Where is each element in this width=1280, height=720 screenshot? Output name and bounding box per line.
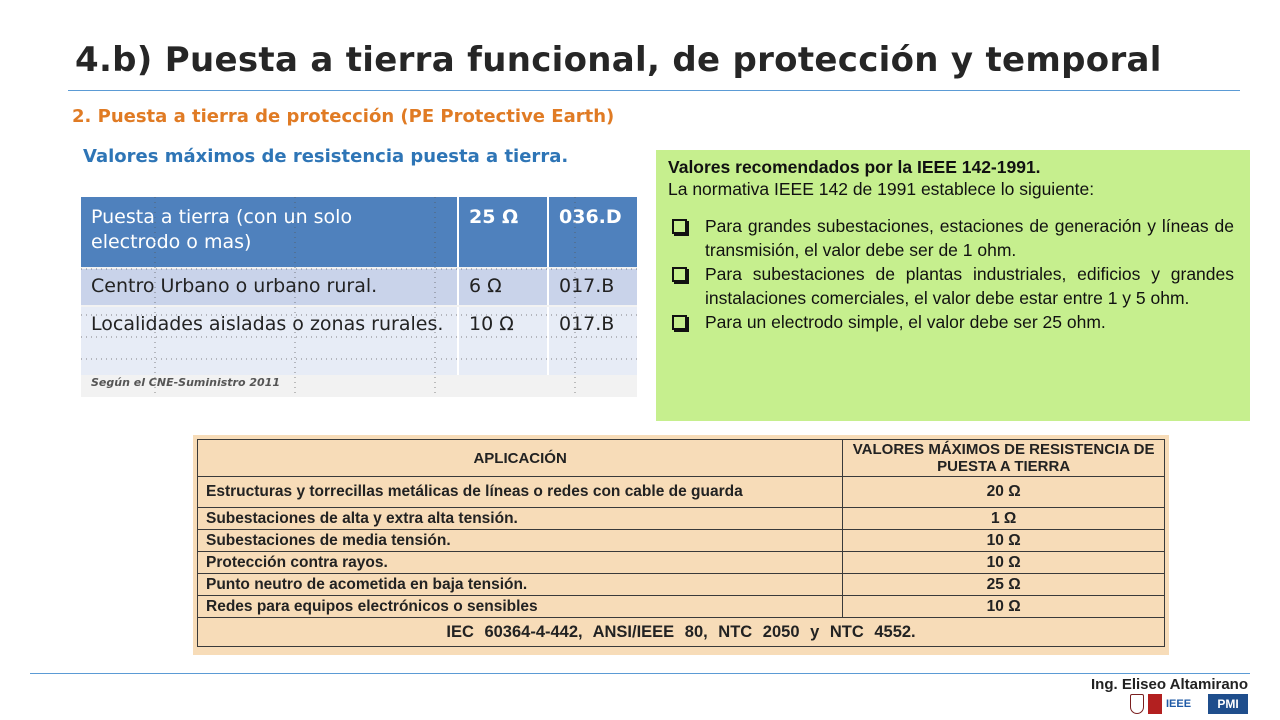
table-row	[198, 508, 1165, 530]
header-application: APLICACIÓN	[198, 440, 843, 477]
title-divider	[68, 90, 1240, 91]
application-cell: Subestaciones de alta y extra alta tensión.	[198, 508, 843, 530]
cne-desc-cell: Localidades aisladas o zonas rurales.	[81, 307, 459, 375]
slide-title: 4.b) Puesta a tierra funcional, de protección y temporal	[75, 40, 1162, 80]
value-cell: 20 Ω	[843, 477, 1165, 508]
section-subtitle: 2. Puesta a tierra de protección (PE Protective Earth)	[72, 106, 615, 127]
cne-code-cell: 017.B	[549, 269, 637, 305]
cne-value-cell: 25 Ω	[459, 197, 549, 267]
cne-table-row	[81, 197, 637, 267]
table-row	[198, 596, 1165, 618]
value-cell: 1 Ω	[843, 508, 1165, 530]
ieee-box-intro: La normativa IEEE 142 de 1991 establece lo siguiente:	[668, 179, 1095, 199]
checkbox-bullet-icon	[672, 219, 687, 234]
cne-desc-cell: Centro Urbano o urbano rural.	[81, 269, 459, 305]
application-cell: Subestaciones de media tensión.	[198, 530, 843, 552]
checkbox-bullet-icon	[672, 267, 687, 282]
value-cell: 10 Ω	[843, 596, 1165, 618]
standards-footer: IEC 60364-4-442, ANSI/IEEE 80, NTC 2050 y NTC 4552.	[198, 618, 1165, 647]
application-cell: Protección contra rayos.	[198, 552, 843, 574]
ieee-box-title: Valores recomendados por la IEEE 142-1991.	[668, 157, 1041, 177]
ieee-recommendations-box	[656, 150, 1250, 421]
cne-code-cell: 036.D	[549, 197, 637, 267]
application-cell: Estructuras y torrecillas metálicas de líneas o redes con cable de guarda	[198, 477, 843, 508]
section-subheading: Valores máximos de resistencia puesta a tierra.	[83, 146, 569, 167]
ieee-item-text: Para grandes subestaciones, estaciones de generación y líneas de transmisión, el valor debe ser de 1 ohm.	[705, 216, 1234, 260]
application-table	[197, 439, 1165, 647]
checkbox-bullet-icon	[672, 315, 687, 330]
ieee-list-item	[668, 310, 1234, 334]
ieee-item-text: Para un electrodo simple, el valor debe ser 25 ohm.	[705, 312, 1106, 332]
value-cell: 25 Ω	[843, 574, 1165, 596]
header-values: VALORES MÁXIMOS DE RESISTENCIA DE PUESTA A TIERRA	[843, 440, 1165, 477]
cne-table-row	[81, 307, 637, 375]
cne-value-cell: 6 Ω	[459, 269, 549, 305]
cne-table-row	[81, 269, 637, 305]
application-cell: Punto neutro de acometida en baja tensión.	[198, 574, 843, 596]
table-row	[198, 574, 1165, 596]
application-cell: Redes para equipos electrónicos o sensibles	[198, 596, 843, 618]
university-shield-logo	[1130, 694, 1144, 714]
institution-logo	[1148, 694, 1162, 714]
value-cell: 10 Ω	[843, 552, 1165, 574]
cne-source-note: Según el CNE-Suministro 2011	[91, 376, 280, 389]
cne-desc-cell: Puesta a tierra (con un solo electrodo o mas)	[81, 197, 459, 267]
table-header-row	[198, 440, 1165, 477]
application-resistance-table	[193, 435, 1169, 655]
cne-code-cell: 017.B	[549, 307, 637, 375]
ieee-item-text: Para subestaciones de plantas industriales, edificios y grandes instalaciones comerciales, el valor debe estar entre 1 y 5 ohm.	[705, 264, 1234, 308]
pmi-logo: PMI	[1208, 694, 1248, 714]
table-row	[198, 477, 1165, 508]
footer-divider	[30, 673, 1250, 674]
footer-logos	[1130, 694, 1248, 716]
author-name: Ing. Eliseo Altamirano	[1091, 676, 1248, 693]
table-footer-row	[198, 618, 1165, 647]
table-row	[198, 530, 1165, 552]
value-cell: 10 Ω	[843, 530, 1165, 552]
ieee-logo: IEEE	[1166, 698, 1192, 710]
cne-value-cell: 10 Ω	[459, 307, 549, 375]
cne-resistance-table	[81, 197, 637, 397]
ieee-list-item	[668, 214, 1234, 262]
ieee-list-item	[668, 262, 1234, 310]
table-row	[198, 552, 1165, 574]
